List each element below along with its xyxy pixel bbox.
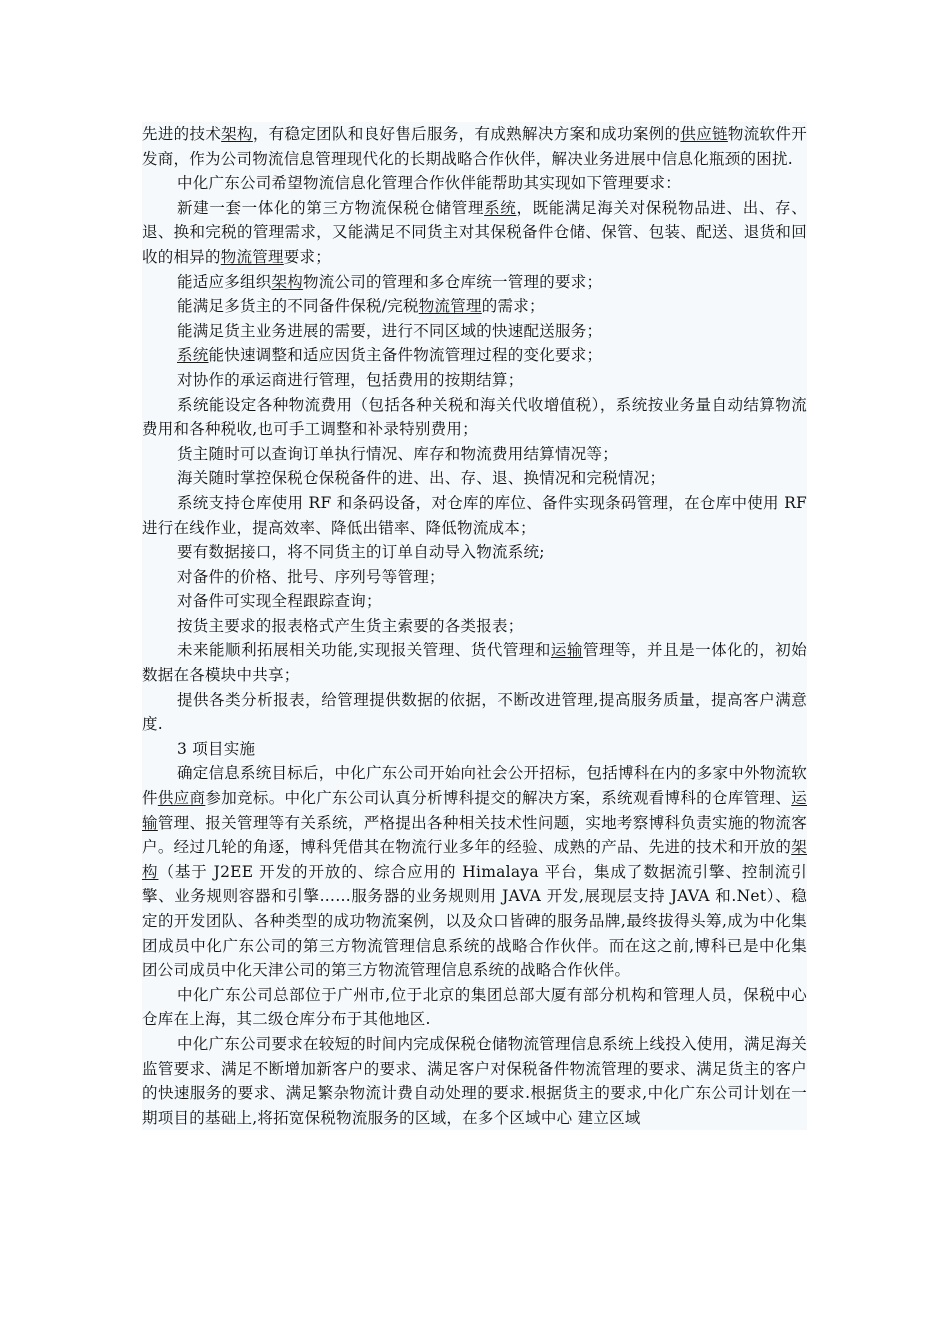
text-run: 物流软件开发商，作为公司物流信息管理现代化的长期战略合作伙伴，解决业务进展中信息化瓶颈的困扰.	[142, 125, 807, 168]
text-run: （基于 J2EE 开发的开放的、综合应用的 Himalaya 平台，集成了数据流引擎、控制流引擎、业务规则容器和引擎……服务器的业务规则用 JAVA 开发,展现层支持 JAVA 和.Net）、稳定的开发团队、各种类型的成功物流案例，以及众口皆碑的服务品牌,最终拔得头筹,成为中化集团成员中化广东公司的第三方物流管理信息系统的战略合作伙伴。而在这之前,博科已是中化集团公司成员中化天津公司的第三方物流管理信息系统的战略合作伙伴。	[142, 862, 807, 980]
text-run: 中化广东公司希望物流信息化管理合作伙伴能帮助其实现如下管理要求：	[177, 174, 682, 193]
keyword-link[interactable]: 供应商	[157, 789, 206, 808]
text-run: 确定信息系统目标后，中化广东公司开始向社会公开招标，包括博科在内的多家中外物流软件	[142, 764, 808, 808]
paragraph	[142, 638, 807, 687]
text-run: 能满足多货主的不同备件保税/完税	[177, 297, 419, 316]
text-run: 按货主要求的报表格式产生货主索要的各类报表；	[177, 616, 524, 635]
paragraph	[142, 122, 807, 171]
keyword-link[interactable]: 运输	[550, 641, 583, 660]
text-run: ，有稳定团队和良好售后服务，有成熟解决方案和成功案例的	[252, 125, 681, 143]
paragraph	[142, 343, 807, 368]
paragraph	[142, 983, 807, 1032]
text-run: 系统支持仓库使用 RF 和条码设备，对仓库的库位、备件实现条码管理，在仓库中使用 RF 进行在线作业，提高效率、降低出错率、降低物流成本；	[142, 493, 807, 537]
text-run: 中化广东公司总部位于广州市,位于北京的集团总部大厦有部分机构和管理人员，保税中心仓库在上海，其二级仓库分布于其他地区.	[142, 985, 807, 1029]
keyword-link[interactable]: 架构	[142, 838, 807, 881]
text-run: 的需求；	[481, 297, 545, 316]
paragraph	[142, 196, 807, 270]
text-run: 能快速调整和适应因货主备件物流管理过程的变化要求；	[208, 346, 603, 365]
paragraph	[142, 589, 807, 614]
text-run: 先进的技术	[142, 125, 222, 143]
text-run: 海关随时掌控保税仓保税备件的进、出、存、退、换情况和完税情况；	[177, 469, 666, 488]
paragraph	[142, 688, 807, 737]
keyword-link[interactable]: 运输	[142, 789, 807, 832]
text-run: 对协作的承运商进行管理，包括费用的按期结算；	[177, 370, 524, 389]
text-run: 能满足货主业务进展的需要，进行不同区域的快速配送服务；	[177, 321, 603, 340]
document-body	[142, 122, 807, 1130]
text-run: 未来能顺利拓展相关功能,实现报关管理、货代管理和	[177, 641, 551, 660]
text-run: 管理、报关管理等有关系统，严格提出各种相关技术性问题，实地考察博科负责实施的物流客户。经过几轮的角逐，博科凭借其在物流行业多年的经验、成熟的产品、先进的技术和开放的	[142, 813, 807, 857]
text-run: 对备件可实现全程跟踪查询；	[177, 592, 382, 611]
paragraph	[142, 540, 807, 565]
keyword-link[interactable]: 物流管理	[418, 297, 482, 316]
paragraph	[142, 294, 807, 319]
paragraph	[142, 393, 807, 442]
text-run: 物流公司的管理和多仓库统一管理的要求；	[303, 272, 603, 291]
text-run: 3 项目实施	[177, 739, 256, 758]
paragraph	[142, 442, 807, 467]
keyword-link[interactable]: 供应链	[680, 125, 728, 143]
text-run: 中化广东公司要求在较短的时间内完成保税仓储物流管理信息系统上线投入使用，满足海关监管要求、满足不断增加新客户的要求、满足客户对保税备件物流管理的要求、满足货主的客户的快速服务的要求、满足繁杂物流计费自动处理的要求.根据货主的要求,中化广东公司计划在一期项目的基础上,将拓宽保税物流服务的区域，在多个区域中心 建立区域	[142, 1034, 808, 1127]
paragraph	[142, 319, 807, 344]
keyword-link[interactable]: 架构	[271, 272, 304, 291]
text-run: 参加竞标。中化广东公司认真分析博科提交的解决方案，系统观看博科的仓库管理、	[205, 789, 792, 808]
paragraph	[142, 466, 807, 491]
paragraph	[142, 368, 807, 393]
keyword-link[interactable]: 物流管理	[220, 247, 284, 266]
paragraph	[142, 171, 807, 196]
keyword-link[interactable]: 系统	[484, 198, 517, 217]
paragraph	[142, 614, 807, 639]
text-run: 要有数据接口，将不同货主的订单自动导入物流系统;	[177, 543, 545, 562]
paragraph	[142, 491, 807, 540]
section-heading	[142, 737, 807, 762]
paragraph	[142, 270, 807, 295]
text-run: 提供各类分析报表，给管理提供数据的依据，不断改进管理,提高服务质量，提高客户满意度.	[142, 690, 807, 734]
text-run: 新建一套一体化的第三方物流保税仓储管理	[177, 198, 485, 217]
paragraph	[142, 1032, 807, 1130]
paragraph	[142, 565, 807, 590]
text-run: 对备件的价格、批号、序列号等管理；	[177, 567, 445, 586]
text-run: 系统能设定各种物流费用（包括各种关税和海关代收增值税），系统按业务量自动结算物流费用和各种税收,也可手工调整和补录特别费用；	[142, 395, 807, 439]
paragraph	[142, 761, 807, 982]
keyword-link[interactable]: 架构	[221, 125, 253, 143]
text-run: ，既能满足海关对保税物品进、出、存、退、换和完税的管理需求，又能满足不同货主对其保税备件仓储、保管、包装、配送、退货和回收的相异的	[142, 198, 807, 266]
keyword-link[interactable]: 系统	[177, 346, 209, 365]
text-run: 能适应多组织	[177, 272, 272, 291]
text-run: 要求；	[283, 247, 332, 266]
text-run: 管理等，并且是一体化的，初始数据在各模块中共享；	[142, 641, 807, 685]
text-run: 货主随时可以查询订单执行情况、库存和物流费用结算情况等；	[177, 444, 619, 463]
